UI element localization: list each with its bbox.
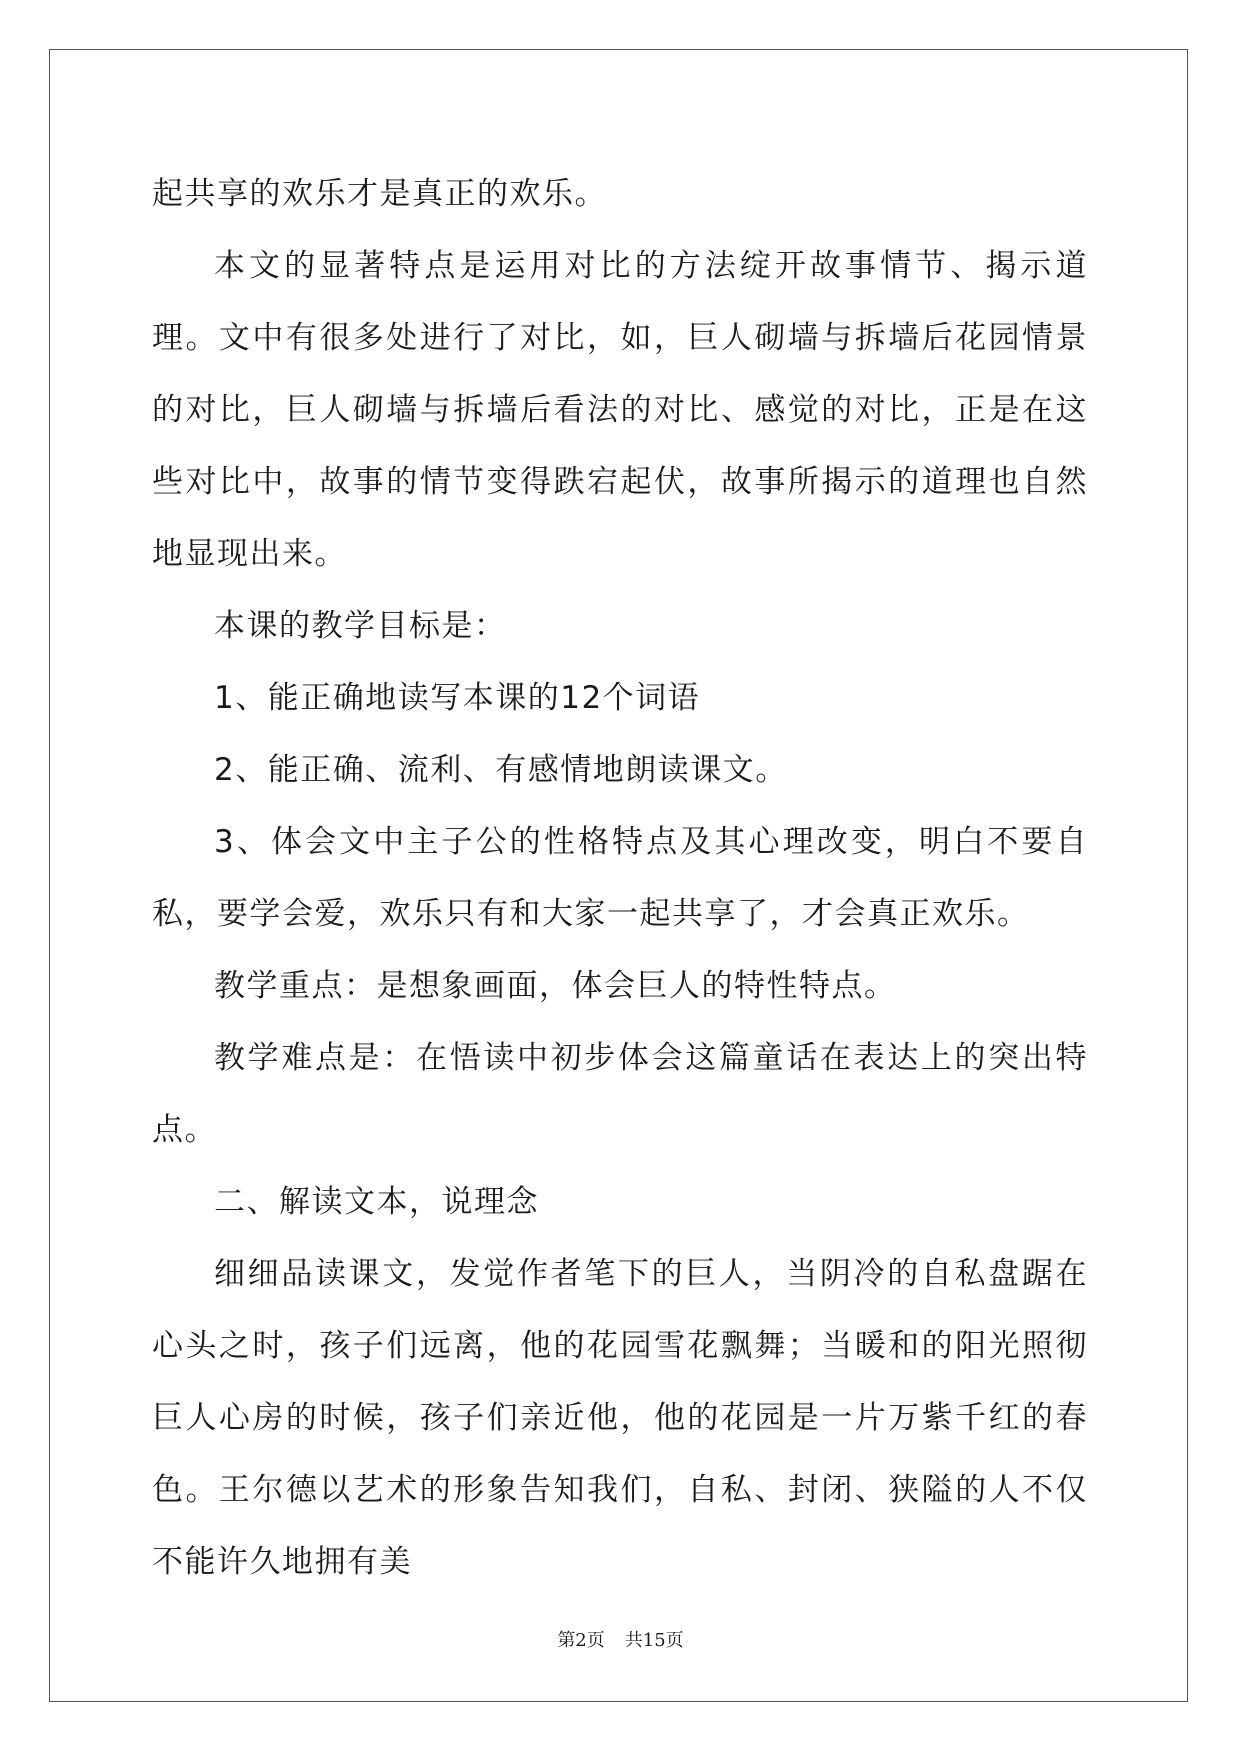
paragraph-continuation: 起共享的欢乐才是真正的欢乐。 — [152, 176, 607, 212]
goal-item-1: 1、能正确地读写本课的12个词语 — [214, 680, 701, 716]
paragraph-contrast-feature: 本文的显著特点是运用对比的方法绽开故事情节、揭示道理。文中有很多处进行了对比，如，巨人砌墙与拆墙后花园情景的对比，巨人砌墙与拆墙后看法的对比、感觉的对比，正是在这些对比中，故事的情节变得跌宕起伏，故事所揭示的道理也自然地显现出来。 — [152, 248, 1088, 572]
goal-item-2: 2、能正确、流利、有感情地朗读课文。 — [214, 752, 788, 788]
page-number: 第2页 — [557, 1630, 605, 1651]
paragraph-teaching-goals-heading: 本课的教学目标是： — [214, 608, 507, 644]
paragraph-close-reading: 细细品读课文，发觉作者笔下的巨人，当阴冷的自私盘踞在心头之时，孩子们远离，他的花园雪花飘舞；当暖和的阳光照彻巨人心房的时候，孩子们亲近他，他的花园是一片万紫千红的春色。王尔德以艺术的形象告知我们，自私、封闭、狭隘的人不仅不能许久地拥有美 — [152, 1256, 1088, 1580]
paragraph-teaching-focus: 教学重点：是想象画面，体会巨人的特性特点。 — [214, 968, 897, 1004]
page-footer — [0, 1628, 1241, 1654]
document-body — [152, 158, 1088, 1598]
paragraph-teaching-difficulty: 教学难点是：在悟读中初步体会这篇童话在表达上的突出特点。 — [152, 1040, 1088, 1148]
section-heading-interpret-text: 二、解读文本，说理念 — [214, 1184, 539, 1220]
page-total: 共15页 — [624, 1630, 684, 1651]
goal-item-3: 3、体会文中主子公的性格特点及其心理改变，明白不要自私，要学会爱，欢乐只有和大家一起共享了，才会真正欢乐。 — [152, 824, 1088, 932]
